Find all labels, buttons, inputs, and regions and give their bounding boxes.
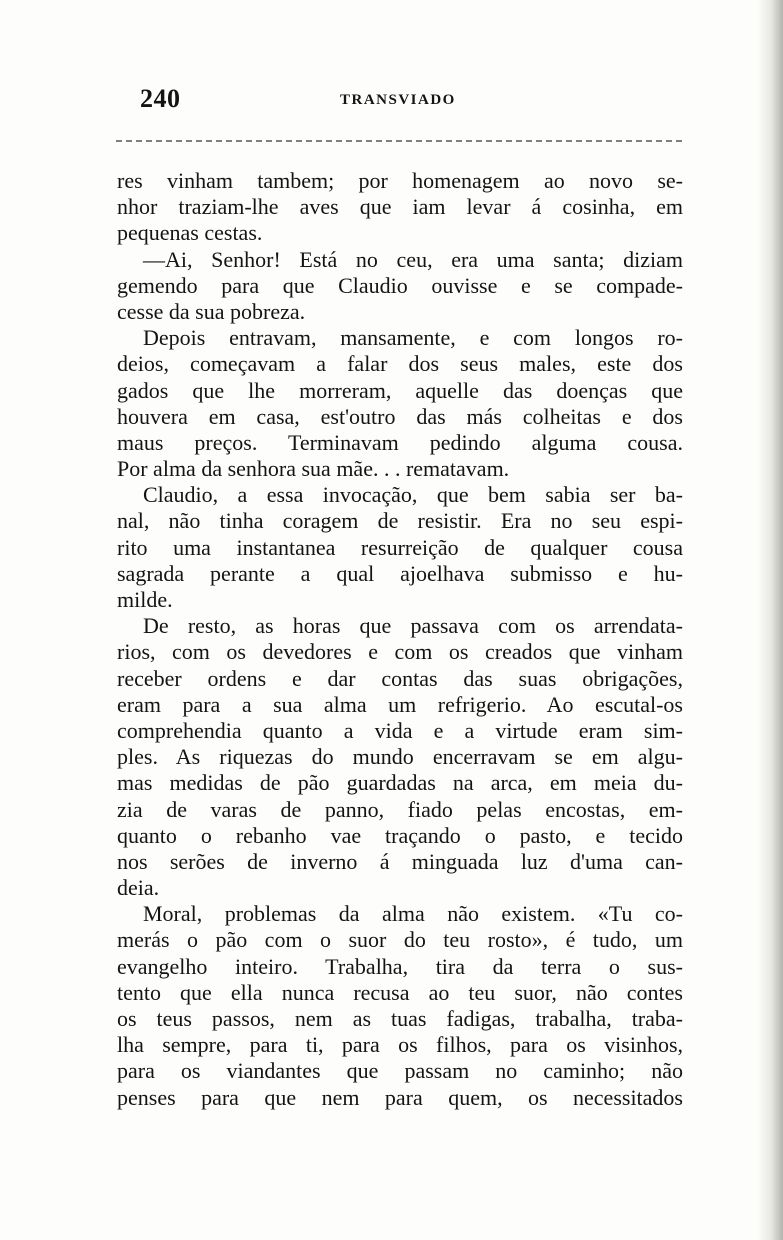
text-line: Por alma da senhora sua mãe. . . rematavam. (117, 456, 510, 482)
text-line: deios, começavam a falar dos seus males, este dos (117, 351, 683, 377)
text-line: deia. (117, 875, 160, 901)
page-number: 240 (140, 84, 181, 113)
text-line: lha sempre, para ti, para os filhos, para os visinhos, (117, 1032, 683, 1058)
text-line: evangelho inteiro. Trabalha, tira da terra o sus- (117, 953, 683, 979)
text-line: quanto o rebanho vae traçando o pasto, e tecido (117, 822, 683, 848)
text-line: milde. (117, 587, 173, 612)
page-header (116, 82, 684, 118)
text-line: mas medidas de pão guardadas na arca, em meia du- (117, 770, 683, 796)
text-line: merás o pão com o suor do teu rosto», é tudo, um (117, 927, 683, 953)
text-line: De resto, as horas que passava com os arrendata- (143, 613, 683, 639)
text-line: gados que lhe morreram, aquelle das doenças que (117, 377, 683, 403)
text-line: comprehendia quanto a vida e a virtude eram sim- (117, 717, 683, 743)
text-line: res vinham tambem; por homenagem ao novo se- (117, 168, 683, 193)
text-line: —Ai, Senhor! Está no ceu, era uma santa; diziam (143, 246, 683, 272)
text-line: cesse da sua pobreza. (117, 298, 306, 324)
text-line: penses para que nem para quem, os necessitados (117, 1084, 683, 1110)
text-line: eram para a sua alma um refrigerio. Ao escutal-os (117, 691, 683, 717)
running-title: TRANSVIADO (340, 92, 456, 108)
text-line: sagrada perante a qual ajoelhava submisso e hu- (117, 560, 683, 586)
page-edge-shadow (757, 0, 783, 1240)
text-line: maus preços. Terminavam pedindo alguma cousa. (117, 429, 683, 455)
text-line: nal, não tinha coragem de resistir. Era no seu espi- (117, 508, 683, 534)
text-line: Depois entravam, mansamente, e com longos ro- (143, 325, 683, 351)
text-line: receber ordens e dar contas das suas obrigações, (117, 665, 683, 691)
text-line: houvera em casa, est'outro das más colheitas e dos (117, 403, 683, 429)
text-line: zia de varas de panno, fiado pelas encostas, em- (117, 796, 683, 822)
text-line: os teus passos, nem as tuas fadigas, trabalha, traba- (117, 1006, 683, 1031)
text-line: para os viandantes que passam no caminho; não (117, 1058, 683, 1084)
text-line: nos serões de inverno á minguada luz d'uma can- (117, 848, 683, 874)
text-line: Moral, problemas da alma não existem. «Tu co- (143, 901, 683, 927)
text-line: tento que ella nunca recusa ao teu suor, não contes (117, 979, 683, 1005)
text-line: gemendo para que Claudio ouvisse e se compade- (117, 272, 683, 298)
text-line: rito uma instantanea resurreição de qualquer cousa (117, 534, 683, 560)
body-text (117, 168, 683, 1111)
header-rule (116, 140, 682, 142)
text-line: ples. As riquezas do mundo encerravam se em algu- (117, 744, 683, 770)
text-line: rios, com os devedores e com os creados que vinham (117, 639, 683, 665)
text-line: pequenas cestas. (117, 220, 263, 246)
text-line: Claudio, a essa invocação, que bem sabia ser ba- (143, 482, 683, 508)
text-line: nhor traziam-lhe aves que iam levar á cosinha, em (117, 194, 683, 220)
